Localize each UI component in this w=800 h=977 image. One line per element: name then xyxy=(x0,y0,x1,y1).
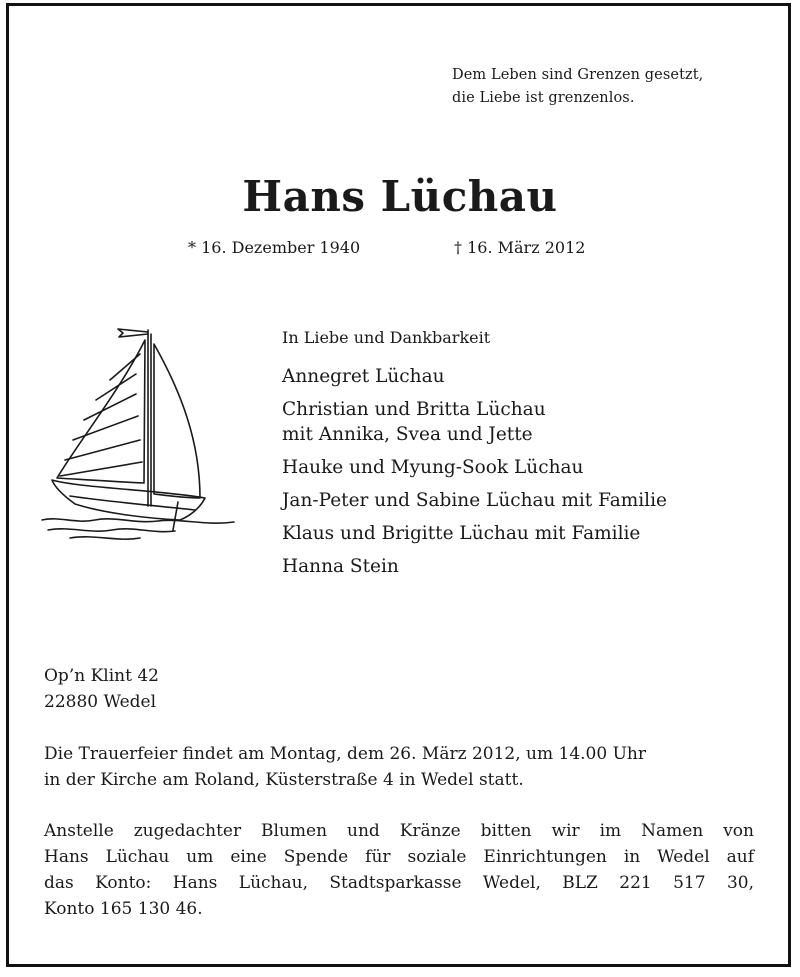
birth-date: * 16. Dezember 1940 xyxy=(188,238,361,257)
mourner-line: mit Annika, Svea und Jette xyxy=(282,424,533,445)
donation-line: Konto 165 130 46. xyxy=(44,899,203,919)
mourner-line: Hanna Stein xyxy=(282,556,399,577)
address-line: 22880 Wedel xyxy=(44,692,157,712)
mourner-line: Christian und Britta Lüchau xyxy=(282,399,546,420)
family-address xyxy=(44,663,159,715)
motto-line: die Liebe ist grenzenlos. xyxy=(452,90,635,106)
mourner-line: Jan-Peter und Sabine Lüchau mit Familie xyxy=(282,490,667,511)
donation-request xyxy=(44,818,754,922)
mourner-entry xyxy=(282,521,667,546)
ceremony-line: in der Kirche am Roland, Küsterstraße 4 in Wedel statt. xyxy=(44,770,524,790)
motto-line: Dem Leben sind Grenzen gesetzt, xyxy=(452,67,704,83)
donation-line: das Konto: Hans Lüchau, Stadtsparkasse Wedel, BLZ 221 517 30, xyxy=(44,873,754,893)
sailboat-icon xyxy=(40,320,240,552)
death-date: † 16. März 2012 xyxy=(454,238,586,257)
deceased-name: Hans Lüchau xyxy=(242,172,558,221)
mourners-list xyxy=(282,328,667,587)
ceremony-notice xyxy=(44,741,754,793)
mourner-line: Annegret Lüchau xyxy=(282,366,445,387)
address-line: Op’n Klint 42 xyxy=(44,666,159,686)
mourner-line: Hauke und Myung-Sook Lüchau xyxy=(282,457,584,478)
mourner-entry xyxy=(282,397,667,447)
mourners-intro: In Liebe und Dankbarkeit xyxy=(282,328,491,347)
motto xyxy=(452,64,703,110)
mourner-entry xyxy=(282,364,667,389)
mourner-entry xyxy=(282,455,667,480)
mourner-line: Klaus und Brigitte Lüchau mit Familie xyxy=(282,523,641,544)
donation-line: Anstelle zugedachter Blumen und Kränze bitten wir im Namen von xyxy=(44,821,754,841)
mourner-entry xyxy=(282,488,667,513)
donation-line: Hans Lüchau um eine Spende für soziale Einrichtungen in Wedel auf xyxy=(44,847,754,867)
ceremony-line: Die Trauerfeier findet am Montag, dem 26. März 2012, um 14.00 Uhr xyxy=(44,744,646,764)
mourner-entry xyxy=(282,554,667,579)
